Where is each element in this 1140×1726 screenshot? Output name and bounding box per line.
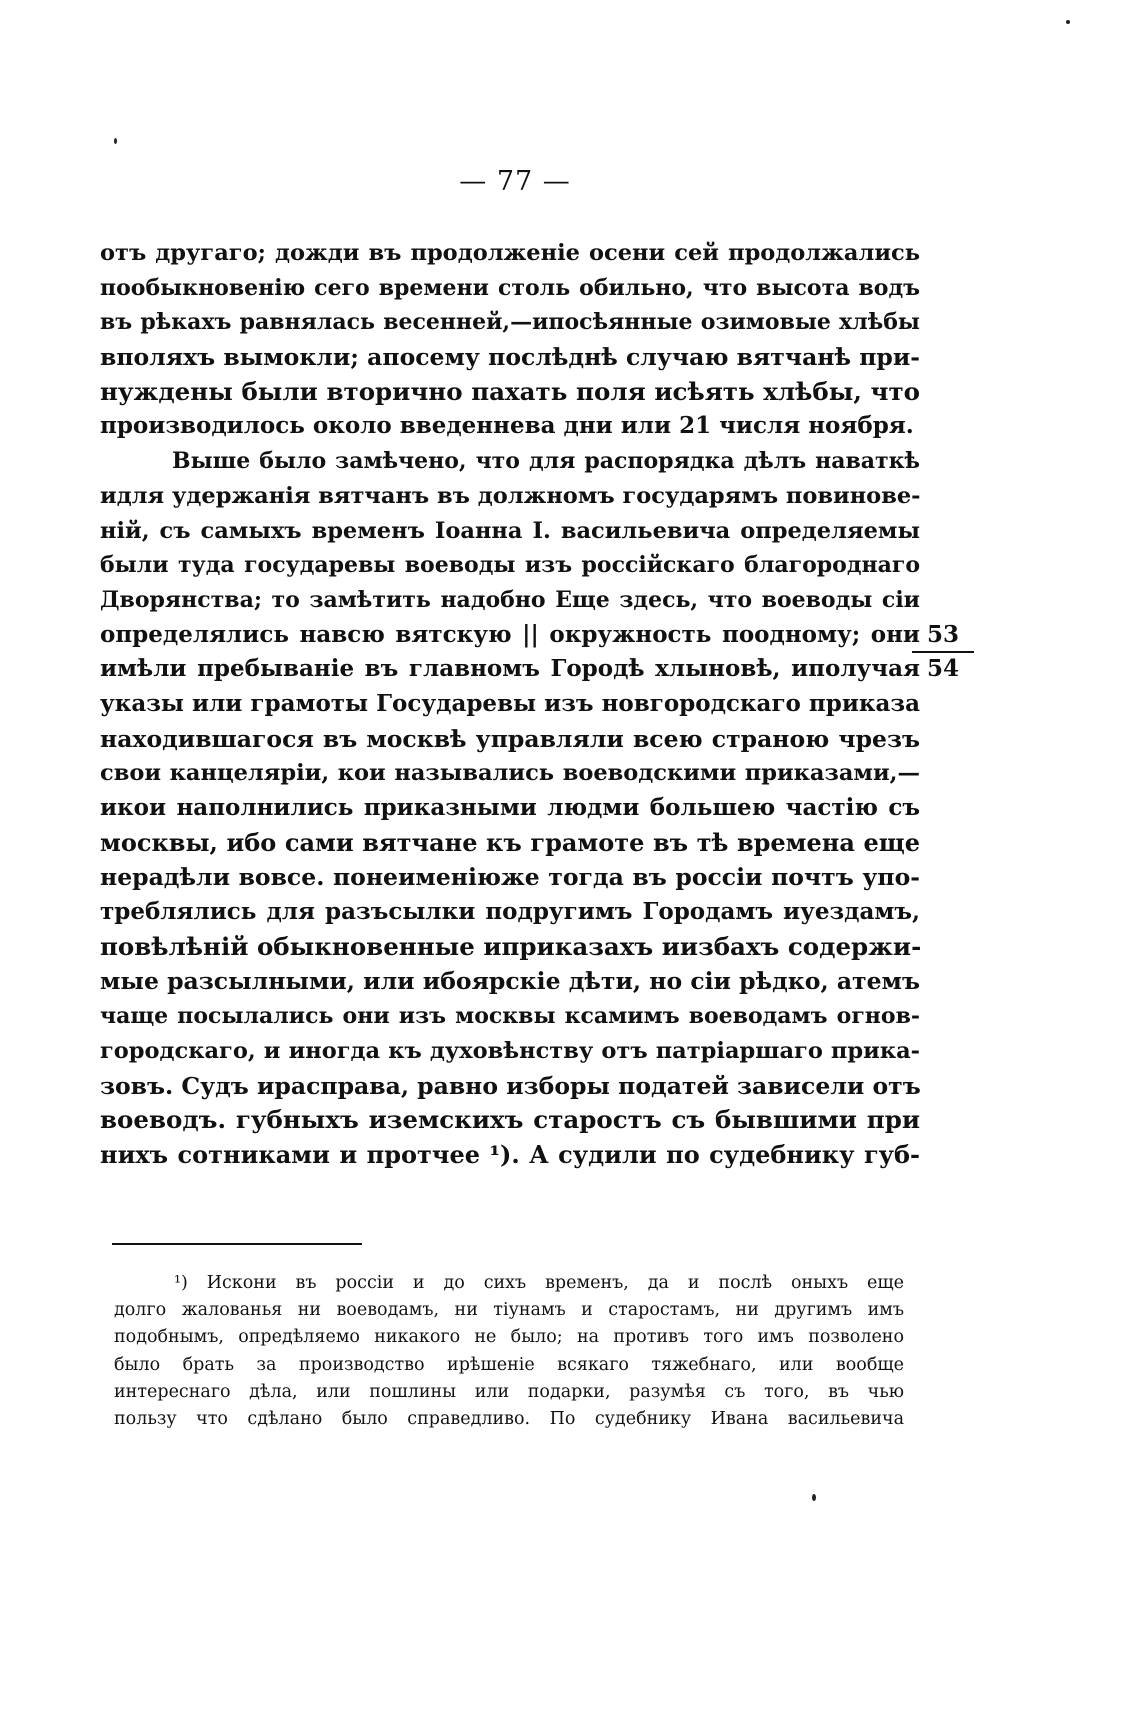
text-line: зовъ. Судъ ирасправа, равно изборы податей зависели отъ: [100, 1071, 921, 1100]
margin-page-top: 53: [926, 621, 959, 648]
footnote-line: пользу что сдѣлано было справедливо. По судебнику Ивана васильевича: [114, 1408, 904, 1429]
ink-speck: [114, 138, 117, 144]
text-line: указы или грамоты Государевы изъ новгородскаго приказа: [100, 689, 920, 717]
text-line: ній, съ самыхъ временъ Іоанна І. васильевича определяемы: [100, 517, 920, 544]
footnote-line: ¹) Искони въ россіи и до сихъ временъ, да и послѣ оныхъ еще: [174, 1273, 904, 1293]
margin-page-marker: [908, 621, 978, 683]
main-text: [100, 236, 920, 1173]
text-line: икои наполнились приказными людми большею частію съ: [100, 794, 920, 821]
text-line: имѣли пребываніе въ главномъ Городѣ хлыновѣ, иполучая: [100, 655, 920, 683]
footnote-line: было брать за производство ирѣшеніе всякаго тяжебнаго, или вообще: [114, 1354, 904, 1375]
margin-page-bottom: 54: [926, 655, 959, 682]
text-line: свои канцеляріи, кои назывались воеводскими приказами,—: [100, 760, 920, 787]
text-line: москвы, ибо сами вятчане къ грамоте въ тѣ времена еще: [100, 827, 920, 857]
margin-rule: [912, 651, 974, 653]
text-line: мые разсылными, или ибоярскіе дѣти, но сіи рѣдко, атемъ: [100, 967, 920, 996]
text-line: вполяхъ вымокли; апосему послѣднѣ случаю вятчанѣ при-: [100, 343, 921, 372]
text-line: воеводъ. губныхъ иземскихъ старостъ съ бывшими при: [100, 1105, 920, 1135]
text-line: производилось около введеннева дни или 21 числя ноября.: [100, 412, 914, 440]
footnote-line: долго жалованья ни воеводамъ, ни тіунамъ и старостамъ, ни другимъ имъ: [114, 1300, 904, 1321]
text-line: нуждены были вторично пахать поля исѣять хлѣбы, что: [100, 376, 920, 406]
text-line: чаще посылались они изъ москвы ксамимъ воеводамъ огнов-: [100, 1003, 920, 1030]
text-line: Выше было замѣчено, что для распорядка дѣлъ наваткѣ: [172, 448, 920, 475]
text-line: пообыкновенію сего времени столь обильно, что высота водъ: [100, 274, 920, 301]
text-line: определялись навсю вятскую || окружность поодному; они: [100, 620, 920, 648]
text-line: Дворянства; то замѣтить надобно Еще здесь, что воеводы сіи: [100, 586, 920, 613]
ink-speck: [1066, 20, 1070, 24]
text-line: повѣлѣній обыкновенные иприказахъ иизбахъ содержи-: [100, 931, 922, 961]
text-line: треблялись для разъсылки подругимъ Городамъ иуездамъ,: [100, 898, 920, 926]
text-line: городскаго, и иногда къ духовѣнству отъ патріаршаго прика-: [100, 1037, 920, 1064]
text-line: нерадѣли вовсе. понеименіюже тогда въ россіи почтъ упо-: [100, 863, 920, 892]
page-number: — 77 —: [459, 166, 571, 197]
ink-speck: [812, 1494, 816, 1501]
text-line: отъ другаго; дожди въ продолженіе осени сей продолжались: [100, 240, 920, 266]
footnote-line: интереснаго дѣла, или пошлины или подарки, разумѣя съ того, въ чью: [114, 1381, 904, 1402]
text-line: были туда государевы воеводы изъ россійскаго благороднаго: [100, 552, 920, 579]
footnote-divider: [112, 1243, 362, 1245]
footnote-line: подобнымъ, опредѣляемо никакого не было; на противъ того имъ позволено: [114, 1327, 904, 1348]
text-line: идля удержанія вятчанъ въ должномъ государямъ повинове-: [100, 482, 921, 509]
text-line: въ рѣкахъ равнялась весенней,—ипосѣянные озимовые хлѣбы: [100, 309, 920, 336]
text-line: находившагося въ москвѣ управляли всею страною чрезъ: [100, 724, 920, 753]
footnotes: [114, 1270, 904, 1433]
text-line: нихъ сотниками и протчее ¹). А судили по судебнику губ-: [100, 1139, 920, 1169]
